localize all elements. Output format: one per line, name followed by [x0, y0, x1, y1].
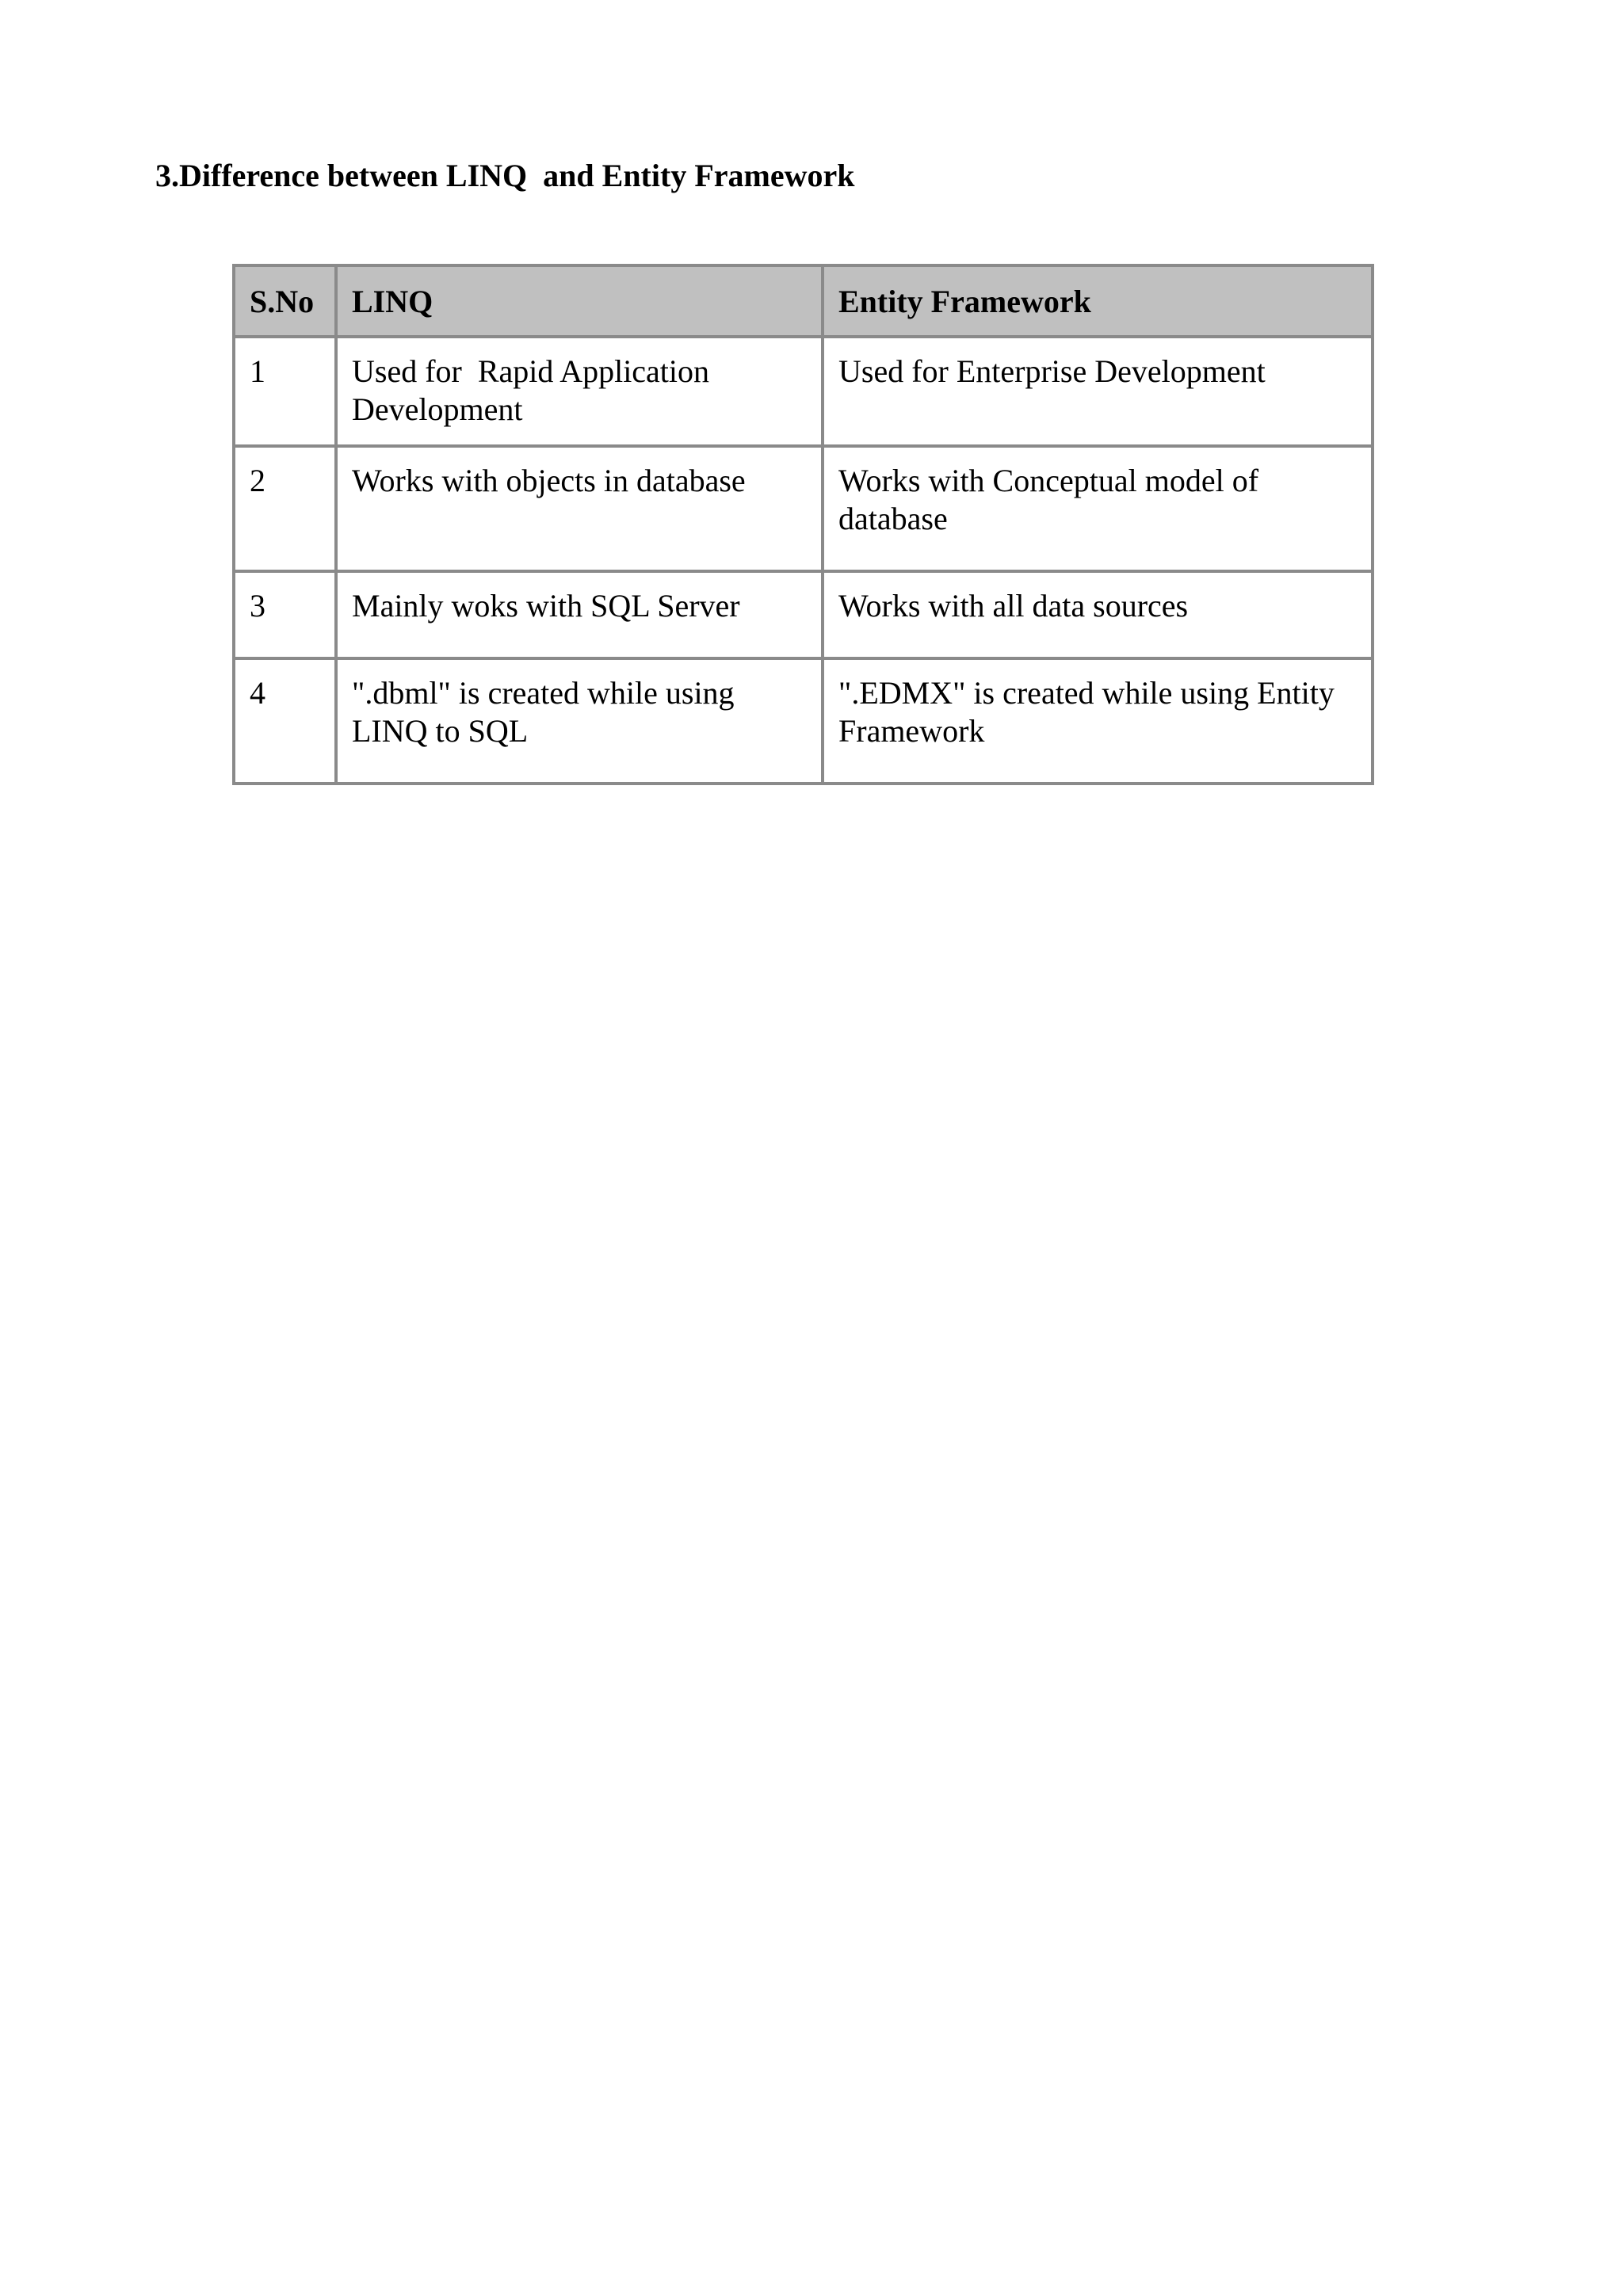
cell-serial-number: 1: [234, 337, 336, 446]
cell-entity-framework: Used for Enterprise Development: [823, 337, 1373, 446]
header-serial-number: S.No: [234, 265, 336, 337]
cell-linq: ".dbml" is created while using LINQ to SQL: [336, 658, 823, 784]
cell-linq: Works with objects in database: [336, 446, 823, 571]
cell-entity-framework: ".EDMX" is created while using Entity Framework: [823, 658, 1373, 784]
cell-entity-framework: Works with Conceptual model of database: [823, 446, 1373, 571]
table-row: [234, 571, 1373, 658]
cell-entity-framework: Works with all data sources: [823, 571, 1373, 658]
cell-serial-number: 2: [234, 446, 336, 571]
table-row: [234, 337, 1373, 446]
cell-linq: Used for Rapid Application Development: [336, 337, 823, 446]
table-row: [234, 446, 1373, 571]
table-header-row: [234, 265, 1373, 337]
cell-linq: Mainly woks with SQL Server: [336, 571, 823, 658]
page-title: 3.Difference between LINQ and Entity Framework: [155, 158, 855, 193]
header-linq: LINQ: [336, 265, 823, 337]
table-row: [234, 658, 1373, 784]
cell-serial-number: 3: [234, 571, 336, 658]
comparison-table: [232, 264, 1374, 785]
header-entity-framework: Entity Framework: [823, 265, 1373, 337]
cell-serial-number: 4: [234, 658, 336, 784]
